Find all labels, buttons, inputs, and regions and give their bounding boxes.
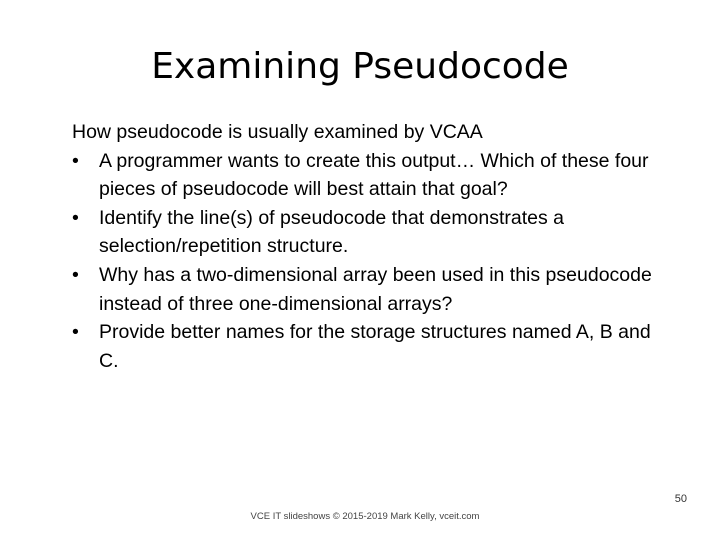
- bullet-item: [72, 204, 672, 261]
- slide-body: [72, 118, 672, 375]
- page-number: 50: [674, 493, 687, 505]
- bullet-list: [72, 147, 672, 376]
- bullet-icon: •: [72, 206, 79, 229]
- bullet-item: [72, 318, 672, 375]
- bullet-icon: •: [72, 263, 79, 286]
- bullet-icon: •: [72, 321, 79, 344]
- bullet-text: Why has a two-dimensional array been used in this pseudocode instead of three one-dimensional arrays?: [99, 263, 652, 315]
- bullet-text: Provide better names for the storage structures named A, B and C.: [99, 321, 651, 372]
- bullet-text: Identify the line(s) of pseudocode that demonstrates a selection/repetition structure.: [99, 206, 565, 258]
- bullet-item: [72, 261, 672, 318]
- footer-credit: VCE IT slideshows © 2015-2019 Mark Kelly, vceit.com: [250, 511, 480, 522]
- bullet-text: A programmer wants to create this output… Which of these four pieces of pseudocode will best attain that goal?: [99, 149, 649, 201]
- intro-line: How pseudocode is usually examined by VCAA: [72, 121, 483, 143]
- slide-title: Examining Pseudocode: [151, 46, 569, 87]
- bullet-item: [72, 147, 672, 204]
- bullet-icon: •: [72, 149, 79, 172]
